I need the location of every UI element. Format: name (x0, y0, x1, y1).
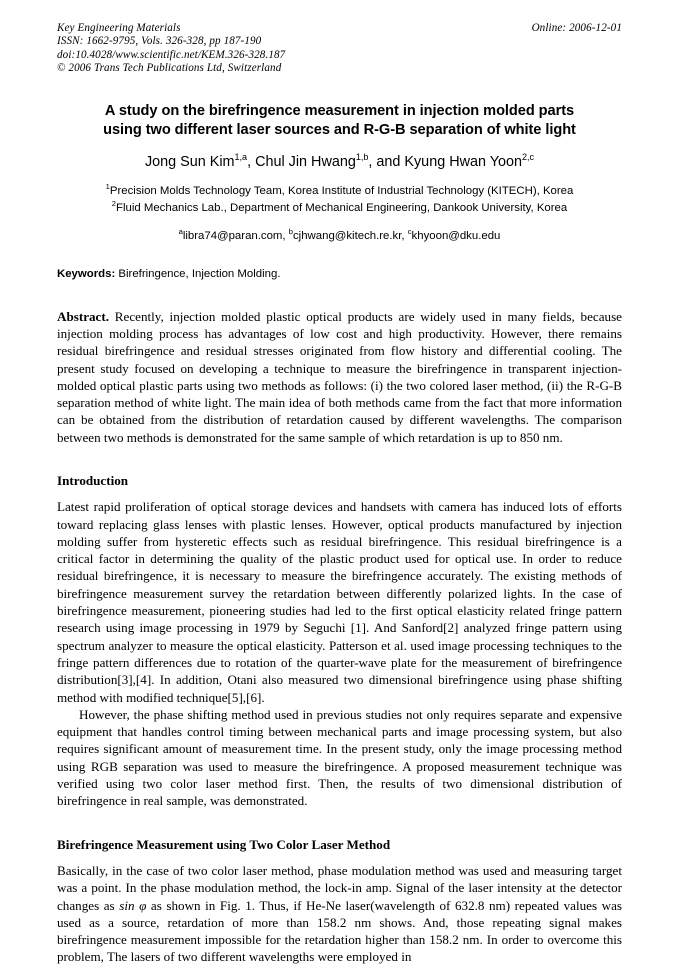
method-text-part2: as shown in Fig. 1. Thus, if He-Ne laser(wavelength of 632.8 nm) repeated values was used as a source, retardation of more than 158.2 nm shows. And, those repeating signal makes birefringence measurement impossible for the retardation higher than 158.2 nm. In order to overcome this problem, The lasers of two different wavelengths were employed in (57, 897, 622, 965)
email-address-c[interactable]: khyoon@dku.edu (411, 229, 501, 242)
online-publication-date: Online: 2006-12-01 (531, 22, 622, 34)
page-title (57, 102, 622, 141)
abstract-label: Abstract. (57, 308, 109, 324)
abstract-paragraph (57, 308, 622, 446)
keywords-label: Keywords: (57, 267, 116, 280)
affiliation-marker-1: 1 (105, 181, 110, 191)
keywords-line (57, 267, 622, 282)
title-block (57, 102, 622, 141)
keywords-value: Birefringence, Injection Molding. (115, 267, 281, 280)
email-marker-a: a (178, 226, 183, 236)
journal-issn-line: ISSN: 1662-9795, Vols. 326-328, pp 187-190 (57, 35, 262, 48)
affiliation-2 (57, 200, 622, 218)
abstract-text: Recently, injection molded plastic optical products are widely used in many fields, because injection molding process has advantages of low cost and high productivity. However, there remains residual birefringence and residual stresses originated from flow history and differential cooling. The present study focused on developing a technique to measure the birefringence in transparent injection-molded optical plastic parts using two methods as follows: (i) the two colored laser method, (ii) the R-G-B separation method of white light. The main idea of both methods came from the fact that more information can be obtained from the distribution of retardation caused by different wavelengths. The comparison between two methods is demonstrated for the same sample of which retardation is up to 850 nm. (57, 308, 622, 445)
introduction-paragraph-1: Latest rapid proliferation of optical storage devices and handsets with camera has induced lots of efforts toward replacing glass lenses with plastic lenses. However, optical products manufactured by injection molding suffer from hysteretic effects such as residual birefringence. This residual birefringence is a critical factor in determining the quality of the plastic product used for optical use. In order to reduce residual birefringence, it is necessary to measure the birefringence accurately. The existing methods of birefringence measurement survey the retardation between differently polarized lights. In the case of birefringence measurement, pioneering studies had led to the first optical elasticity related fringe pattern research using image processing in 1979 by Seguchi [1]. And Sanford[2] analyzed fringe pattern using spectrum analyzer to measure the optical elasticity. Patterson et al. used image processing techniques to the fringe pattern differences due to rotation of the quarter-wave plate for the measurement of birefringence distribution[3],[4]. In addition, Otani also measured two dimensional birefringence using phase shifting method with modified technique[5],[6]. (57, 499, 622, 705)
introduction-paragraph-2: However, the phase shifting method used in previous studies not only requires separate and expensive equipment that handles control timing between mechanical parts and image processing system, but also requires significant amount of measurement time. In the present study, only the image processing method using RGB separation was used to measure the birefringence. A proposed measurement technique was verified using two color laser method first. Then, the results of two dimensional distribution of birefringence in real sample, was demonstrated. (57, 706, 622, 809)
author-separator-1: , (247, 153, 256, 170)
email-marker-c: c (407, 226, 412, 236)
journal-name: Key Engineering Materials (57, 22, 181, 34)
affiliation-text-2: Fluid Mechanics Lab., Department of Mechanical Engineering, Dankook University, Korea (116, 202, 568, 215)
email-address-a[interactable]: libra74@paran.com, (182, 229, 289, 242)
author-sup-1: 1,a (234, 151, 248, 162)
email-address-b[interactable]: cjhwang@kitech.re.kr, (292, 229, 408, 242)
email-marker-b: b (288, 226, 293, 236)
journal-header (57, 22, 622, 76)
paper-title-line1: A study on the birefringence measurement in injection molded parts (104, 102, 575, 119)
author-name-2: Chul Jin Hwang (255, 153, 356, 170)
author-sup-2: 1,b (355, 151, 369, 162)
author-sup-3: 2,c (522, 151, 535, 162)
method-paragraph-1 (57, 862, 622, 966)
section-heading-method: Birefringence Measurement using Two Color Laser Method (57, 836, 391, 852)
method-text-part1: Basically, in the case of two color laser method, phase modulation method was used and measuring target was a point. In the phase modulation method, the lock-in amp. Signal of the laser intensity at the detector changes as (57, 862, 622, 913)
author-separator-2: , and (368, 153, 405, 170)
method-inline-math: sin φ (119, 897, 147, 913)
affiliation-text-1: Precision Molds Technology Team, Korea Institute of Industrial Technology (KITECH), Korea (109, 184, 574, 197)
affiliation-1 (57, 183, 622, 201)
journal-doi-line: doi:10.4028/www.scientific.net/KEM.326-328.187 (57, 48, 286, 61)
affiliation-marker-2: 2 (111, 199, 116, 209)
paper-title-line2: using two different laser sources and R-G-B separation of white light (103, 122, 576, 139)
author-list (57, 153, 622, 171)
section-heading-introduction: Introduction (57, 473, 129, 488)
journal-copyright-line: © 2006 Trans Tech Publications Ltd, Switzerland (57, 62, 282, 75)
author-name-3: Kyung Hwan Yoon (404, 153, 523, 170)
author-emails (57, 226, 622, 244)
author-name-1: Jong Sun Kim (144, 153, 235, 170)
